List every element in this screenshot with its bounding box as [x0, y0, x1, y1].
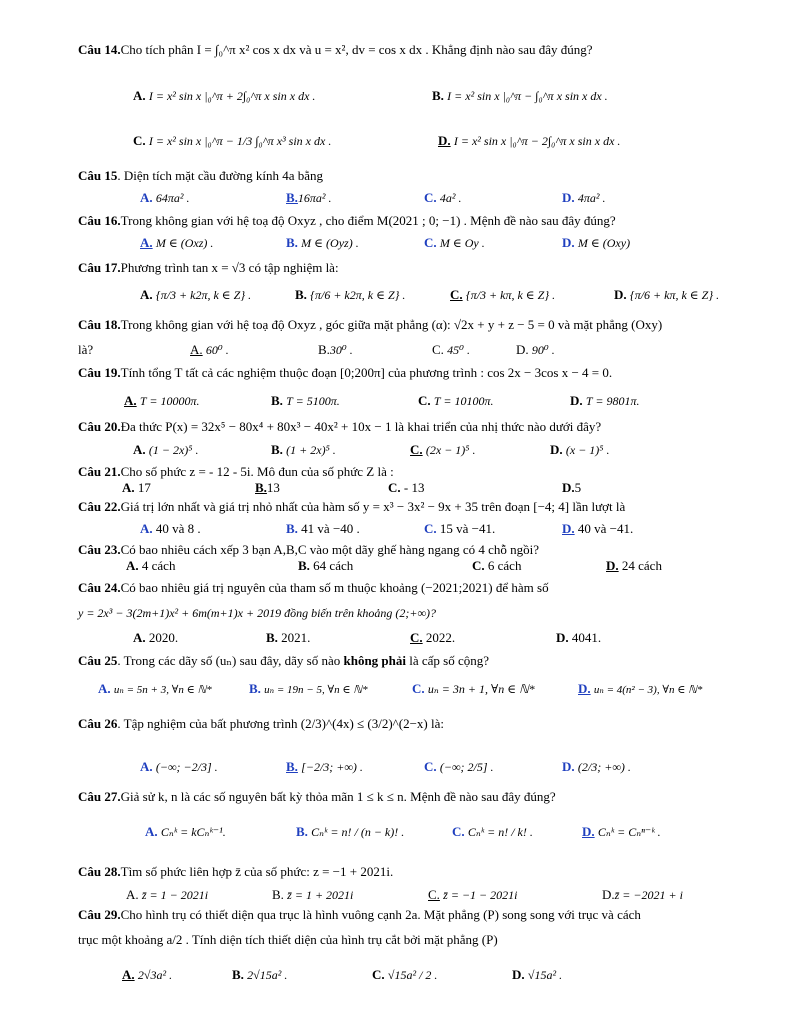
question-14-option-a[interactable]: A. I = x² sin x |₀^π + 2∫₀^π x sin x dx .: [133, 88, 316, 103]
question-28-stem: Câu 28.Tìm số phức liên hợp z̄ của số phức: z = −1 + 2021i.: [78, 864, 394, 879]
question-24-option-d[interactable]: D. 4041.: [556, 630, 602, 645]
question-26-option-d[interactable]: D. (2/3; +∞) .: [562, 759, 631, 774]
question-29-option-c[interactable]: C. √15a² / 2 .: [372, 967, 438, 982]
question-18-option-a[interactable]: A. 60⁰ .: [190, 342, 229, 357]
question-24-option-b[interactable]: B. 2021.: [266, 630, 311, 645]
question-15-option-c[interactable]: C. 4a² .: [424, 190, 462, 205]
question-25-option-b[interactable]: B. uₙ = 19n − 5, ∀n ∈ ℕ*: [249, 681, 368, 696]
question-29-option-b[interactable]: B. 2√15a² .: [232, 967, 288, 982]
question-19-option-b[interactable]: B. T = 5100π.: [271, 393, 340, 408]
question-18-stem: Câu 18.Trong không gian với hệ toạ độ Oxyz , góc giữa mặt phẳng (α): √2x + y + z − 5 = 0 và mặt phẳng (Oxy): [78, 317, 663, 332]
question-25-option-d[interactable]: D. uₙ = 4(n² − 3), ∀n ∈ ℕ*: [578, 681, 703, 696]
question-21-option-b[interactable]: B.13: [255, 480, 280, 495]
question-25-option-a[interactable]: A. uₙ = 5n + 3, ∀n ∈ ℕ*: [98, 681, 212, 696]
question-15-option-a[interactable]: A. 64πa² .: [140, 190, 190, 205]
question-19-stem: Câu 19.Tính tổng T tất cả các nghiệm thuộc đoạn [0;200π] của phương trình : cos 2x − 3cos x − 4 = 0.: [78, 365, 613, 380]
question-18-option-b[interactable]: B.30⁰ .: [318, 342, 353, 357]
question-27-option-c[interactable]: C. Cₙᵏ = n! / k! .: [452, 824, 533, 839]
question-22-option-b[interactable]: B. 41 và −40 .: [286, 521, 360, 536]
question-28-option-b[interactable]: B. z̄ = 1 + 2021i: [272, 887, 354, 902]
question-22-option-a[interactable]: A. 40 và 8 .: [140, 521, 201, 536]
question-20-option-d[interactable]: D. (x − 1)⁵ .: [550, 442, 610, 457]
question-26-option-c[interactable]: C. (−∞; 2/5] .: [424, 759, 494, 774]
question-21-option-d[interactable]: D.5: [562, 480, 582, 495]
question-17-option-d[interactable]: D. {π/6 + kπ, k ∈ Z} .: [614, 287, 720, 302]
question-19-option-d[interactable]: D. T = 9801π.: [570, 393, 640, 408]
question-24-option-a[interactable]: A. 2020.: [133, 630, 179, 645]
question-18-option-d[interactable]: D. 90⁰ .: [516, 342, 555, 357]
question-22-option-d[interactable]: D. 40 và −41.: [562, 521, 634, 536]
question-26-option-a[interactable]: A. (−∞; −2/3] .: [140, 759, 218, 774]
question-29-stem: Câu 29.Cho hình trụ có thiết diện qua trục là hình vuông cạnh 2a. Mặt phẳng (P) song song với trục và cách: [78, 907, 641, 922]
question-17-option-a[interactable]: A. {π/3 + k2π, k ∈ Z} .: [140, 287, 252, 302]
question-23-option-c[interactable]: C. 6 cách: [472, 558, 522, 573]
question-28-option-c[interactable]: C. z̄ = −1 − 2021i: [428, 887, 518, 902]
question-14-option-b[interactable]: B. I = x² sin x |₀^π − ∫₀^π x sin x dx .: [432, 88, 608, 103]
question-16-option-b[interactable]: B. M ∈ (Oyz) .: [286, 235, 359, 250]
question-21-stem: Câu 21.Cho số phức z = - 12 - 5i. Mô đun của số phức Z là :: [78, 464, 394, 479]
question-20-option-a[interactable]: A. (1 − 2x)⁵ .: [133, 442, 199, 457]
question-29-option-a[interactable]: A. 2√3a² .: [122, 967, 173, 982]
question-14-option-d[interactable]: D. I = x² sin x |₀^π − 2∫₀^π x sin x dx .: [438, 133, 621, 148]
question-20-stem: Câu 20.Đa thức P(x) = 32x⁵ − 80x⁴ + 80x³ − 40x² + 10x − 1 là khai triển của nhị thức nào dưới đây?: [78, 419, 602, 434]
question-14-stem: Câu 14.Cho tích phân I = ∫₀^π x² cos x dx và u = x², dv = cos x dx . Khẳng định nào sau đây đúng?: [78, 42, 593, 57]
question-16-option-c[interactable]: C. M ∈ Oy .: [424, 235, 485, 250]
question-17-option-b[interactable]: B. {π/6 + k2π, k ∈ Z} .: [295, 287, 406, 302]
question-22-option-c[interactable]: C. 15 và −41.: [424, 521, 496, 536]
question-24-stem: Câu 24.Có bao nhiêu giá trị nguyên của tham số m thuộc khoảng (−2021;2021) để hàm số: [78, 580, 549, 595]
question-26-stem: Câu 26. Tập nghiệm của bất phương trình (2/3)^(4x) ≤ (3/2)^(2−x) là:: [78, 716, 445, 731]
question-23-stem: Câu 23.Có bao nhiêu cách xếp 3 bạn A,B,C vào một dãy ghế hàng ngang có 4 chỗ ngồi?: [78, 542, 540, 557]
question-19-option-a[interactable]: A. T = 10000π.: [124, 393, 200, 408]
question-27-option-d[interactable]: D. Cₙᵏ = Cₙⁿ⁻ᵏ .: [582, 824, 661, 839]
question-16-option-d[interactable]: D. M ∈ (Oxy): [562, 235, 631, 250]
question-28-option-d[interactable]: D.z̄ = −2021 + i: [602, 887, 683, 902]
question-15-stem: Câu 15. Diện tích mặt cầu đường kính 4a bằng: [78, 168, 323, 183]
question-24-stem-2: y = 2x³ − 3(2m+1)x² + 6m(m+1)x + 2019 đồng biến trên khoảng (2;+∞)?: [78, 606, 437, 620]
question-15-option-d[interactable]: D. 4πa² .: [562, 190, 606, 205]
question-16-stem: Câu 16.Trong không gian với hệ toạ độ Oxyz , cho điểm M(2021 ; 0; −1) . Mệnh đề nào sau đây đúng?: [78, 213, 616, 228]
question-23-option-a[interactable]: A. 4 cách: [126, 558, 176, 573]
question-20-option-c[interactable]: C. (2x − 1)⁵ .: [410, 442, 476, 457]
question-22-stem: Câu 22.Giá trị lớn nhất và giá trị nhỏ nhất của hàm số y = x³ − 3x² − 9x + 35 trên đoạn [−4; 4] lần lượt là: [78, 499, 626, 514]
question-16-option-a[interactable]: A. M ∈ (Oxz) .: [140, 235, 214, 250]
question-27-option-a[interactable]: A. Cₙᵏ = kCₙᵏ⁻¹.: [145, 824, 226, 839]
question-23-option-d[interactable]: D. 24 cách: [606, 558, 662, 573]
question-27-stem: Câu 27.Giả sử k, n là các số nguyên bất kỳ thỏa mãn 1 ≤ k ≤ n. Mệnh đề nào sau đây đúng?: [78, 789, 556, 804]
question-21-option-c[interactable]: C. - 13: [388, 480, 425, 495]
question-26-option-b[interactable]: B. [−2/3; +∞) .: [286, 759, 363, 774]
question-24-option-c[interactable]: C. 2022.: [410, 630, 456, 645]
question-28-option-a[interactable]: A. z̄ = 1 − 2021i: [126, 887, 209, 902]
question-20-option-b[interactable]: B. (1 + 2x)⁵ .: [271, 442, 336, 457]
question-29-stem-2: trục một khoảng a/2 . Tính diện tích thiết diện của hình trụ cắt bởi mặt phẳng (P): [78, 932, 498, 947]
question-17-stem: Câu 17.Phương trình tan x = √3 có tập nghiệm là:: [78, 260, 339, 275]
question-25-option-c[interactable]: C. uₙ = 3n + 1, ∀n ∈ ℕ*: [412, 681, 535, 696]
question-27-option-b[interactable]: B. Cₙᵏ = n! / (n − k)! .: [296, 824, 405, 839]
question-15-option-b[interactable]: B.16πa² .: [286, 190, 332, 205]
question-14-option-c[interactable]: C. I = x² sin x |₀^π − 1/3 ∫₀^π x³ sin x dx .: [133, 133, 332, 148]
question-21-option-a[interactable]: A. 17: [122, 480, 151, 495]
question-29-option-d[interactable]: D. √15a² .: [512, 967, 563, 982]
question-18-stem-2: là?: [78, 342, 94, 357]
question-19-option-c[interactable]: C. T = 10100π.: [418, 393, 494, 408]
question-23-option-b[interactable]: B. 64 cách: [298, 558, 354, 573]
question-25-stem: Câu 25. Trong các dãy số (uₙ) sau đây, dãy số nào không phải là cấp số cộng?: [78, 653, 490, 668]
question-18-option-c[interactable]: C. 45⁰ .: [432, 342, 470, 357]
question-17-option-c[interactable]: C. {π/3 + kπ, k ∈ Z} .: [450, 287, 556, 302]
